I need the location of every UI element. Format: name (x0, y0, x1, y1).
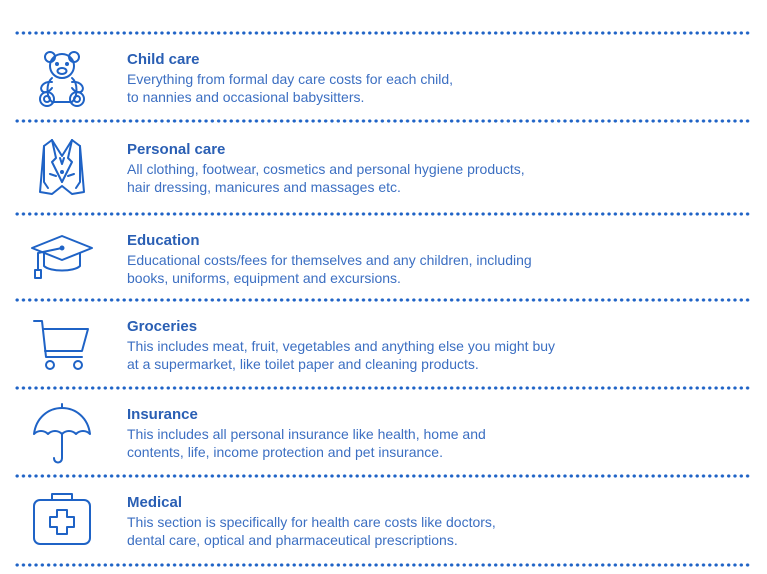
category-title: Medical (127, 494, 183, 511)
category-text (127, 51, 747, 106)
category-title: Child care (127, 51, 200, 68)
dotted-divider (14, 298, 750, 302)
category-title: Personal care (127, 141, 226, 158)
category-description-line: This includes meat, fruit, vegetables and anything else you might buy (127, 338, 556, 354)
category-text (127, 494, 747, 549)
category-description-line: Educational costs/fees for themselves and any children, including (127, 252, 532, 268)
first-aid-kit-icon (30, 490, 94, 554)
shopping-cart-icon (30, 313, 94, 377)
teddy-bear-icon (30, 47, 94, 111)
category-description-line: This section is specifically for health care costs like doctors, (127, 514, 496, 530)
category-description-line: hair dressing, manicures and massages etc. (127, 179, 401, 195)
category-description-line: books, uniforms, equipment and excursions. (127, 270, 401, 286)
graduation-cap-icon (30, 226, 94, 290)
category-text (127, 232, 747, 287)
category-title: Insurance (127, 406, 198, 423)
category-description-line: Everything from formal day care costs for each child, (127, 71, 454, 87)
dotted-divider (14, 119, 750, 123)
category-description-line: dental care, optical and pharmaceutical prescriptions. (127, 532, 458, 548)
dotted-divider (14, 212, 750, 216)
category-description-line: to nannies and occasional babysitters. (127, 89, 365, 105)
suit-jacket-icon (30, 134, 94, 198)
category-text (127, 318, 747, 373)
dotted-divider (14, 474, 750, 478)
category-description-line: contents, life, income protection and pet insurance. (127, 444, 443, 460)
category-title: Education (127, 232, 200, 249)
umbrella-icon (30, 402, 94, 466)
category-text (127, 141, 747, 196)
dotted-divider (14, 386, 750, 390)
category-title: Groceries (127, 318, 198, 335)
dotted-divider (14, 563, 750, 567)
category-description-line: at a supermarket, like toilet paper and cleaning products. (127, 356, 479, 372)
category-description-line: This includes all personal insurance like health, home and (127, 426, 486, 442)
dotted-divider (14, 31, 750, 35)
category-text (127, 406, 747, 461)
category-description-line: All clothing, footwear, cosmetics and personal hygiene products, (127, 161, 525, 177)
